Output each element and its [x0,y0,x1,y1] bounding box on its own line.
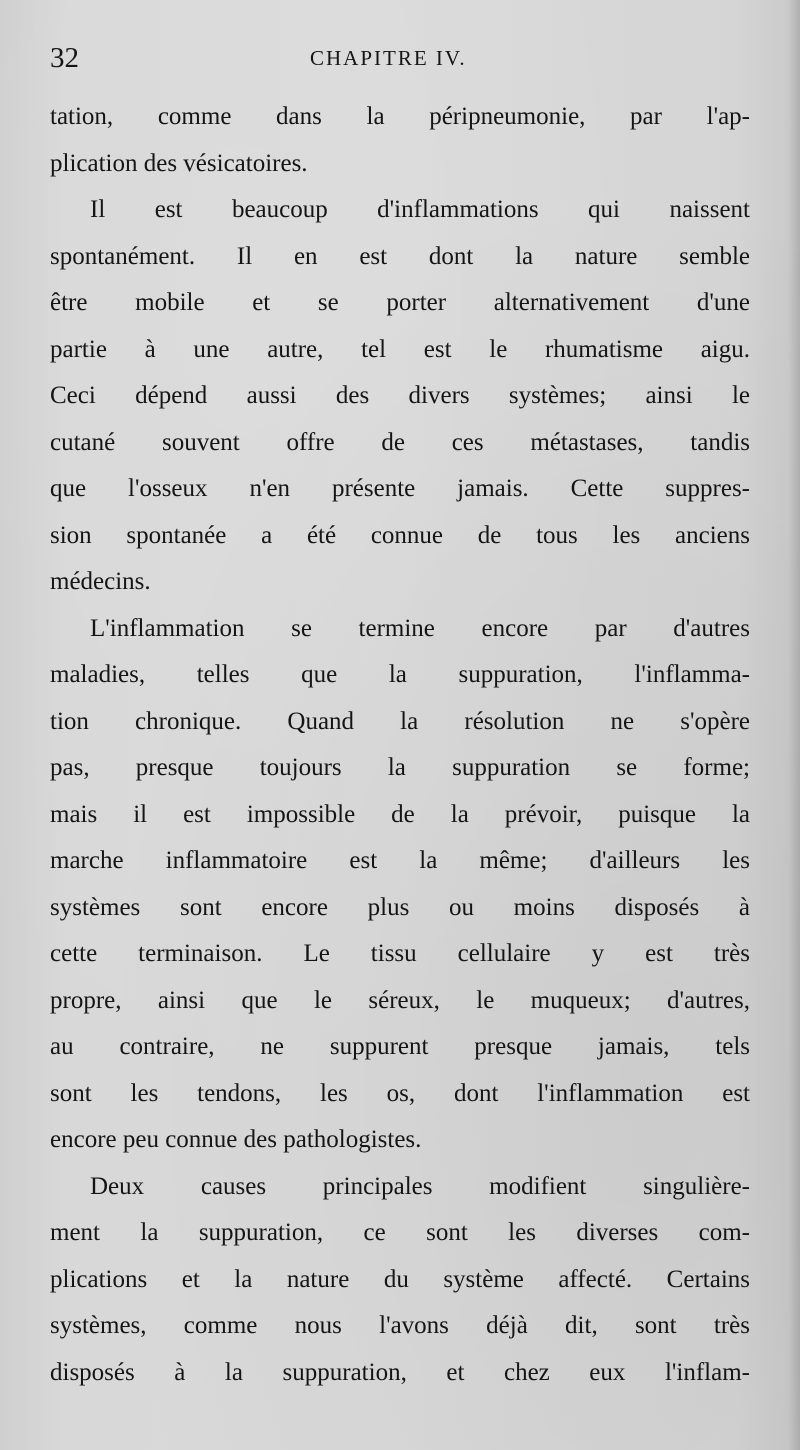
page-number: 32 [50,42,79,74]
page-header [50,38,750,78]
text-line: partie à une autre, tel est le rhumatisme aigu. [50,335,750,363]
text-line: sont les tendons, les os, dont l'inflammation est [50,1079,750,1107]
text-line: au contraire, ne suppurent presque jamais, tels [50,1033,750,1060]
text-line: disposés à la suppuration, et chez eux l'inflam- [50,1358,750,1386]
paragraph-first-line: Deux causes principales modifient singulière- [90,1172,750,1200]
paragraph-first-line: Il est beaucoup d'inflammations qui naissent [90,196,750,223]
text-line: systèmes sont encore plus ou moins disposés à [50,893,750,921]
text-line: spontanément. Il en est dont la nature semble [50,242,750,270]
text-line: propre, ainsi que le séreux, le muqueux; d'autres, [50,986,750,1014]
text-line: plication des vésicatoires. [50,149,308,177]
text-line: que l'osseux n'en présente jamais. Cette suppres- [50,475,750,502]
text-line: plications et la nature du système affecté. Certains [50,1265,750,1293]
text-line: sion spontanée a été connue de tous les anciens [50,521,750,549]
text-line: mais il est impossible de la prévoir, puisque la [50,800,750,828]
text-line: cutané souvent offre de ces métastases, tandis [50,428,750,456]
text-line: cette terminaison. Le tissu cellulaire y est très [50,940,750,967]
text-line: tion chronique. Quand la résolution ne s'opère [50,707,750,735]
text-line: médecins. [50,568,151,595]
text-line: Ceci dépend aussi des divers systèmes; ainsi le [50,382,750,409]
page-edge-shadow [788,0,800,1450]
running-head: CHAPITRE IV. [310,46,467,70]
text-line: être mobile et se porter alternativement d'une [50,289,750,316]
text-line: maladies, telles que la suppuration, l'inflamma- [50,661,750,688]
text-line: systèmes, comme nous l'avons déjà dit, sont très [50,1312,750,1339]
text-line: tation, comme dans la péripneumonie, par l'ap- [50,103,750,130]
text-line: ment la suppuration, ce sont les diverses com- [50,1219,750,1246]
text-line: marche inflammatoire est la même; d'ailleurs les [50,847,750,874]
paragraph-first-line: L'inflammation se termine encore par d'autres [90,614,750,642]
text-line: pas, presque toujours la suppuration se forme; [50,754,750,781]
text-line: encore peu connue des pathologistes. [50,1126,422,1153]
body-text [50,94,750,1396]
